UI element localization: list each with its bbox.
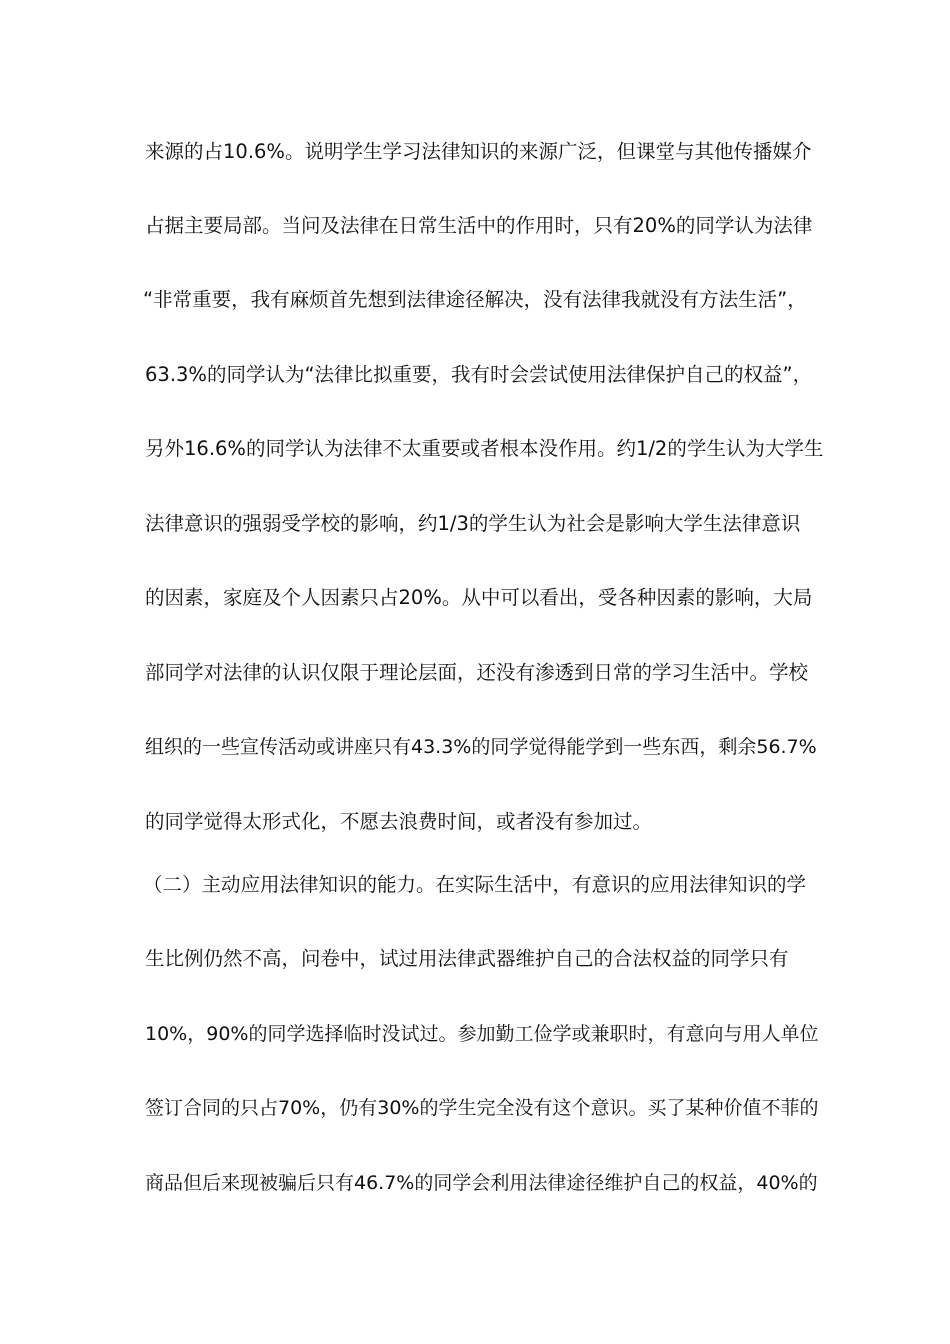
- paragraph-line-12: 生比例仍然不高，问卷中，试过用法律武器维护自己的合法权益的同学只有: [145, 947, 789, 970]
- paragraph-line-2: 占据主要局部。当问及法律在日常生活中的作用时，只有20%的同学认为法律: [145, 214, 813, 237]
- section-heading-line: （二）主动应用法律知识的能力。在实际生活中，有意识的应用法律知识的学: [143, 873, 807, 896]
- paragraph-line-14: 签订合同的只占70%，仍有30%的学生完全没有这个意识。买了某种价值不菲的: [145, 1097, 819, 1119]
- paragraph-line-5: 另外16.6%的同学认为法律不太重要或者根本没作用。约1/2的学生认为大学生: [145, 437, 824, 460]
- paragraph-line-10: 的同学觉得太形式化，不愿去浪费时间，或者没有参加过。: [145, 810, 653, 833]
- paragraph-line-9: 组织的一些宣传活动或讲座只有43.3%的同学觉得能学到一些东西，剩余56.7%: [145, 736, 817, 758]
- paragraph-line-7: 的因素，家庭及个人因素只占20%。从中可以看出，受各种因素的影响，大局: [145, 586, 813, 609]
- paragraph-line-6: 法律意识的强弱受学校的影响，约1/3的学生认为社会是影响大学生法律意识: [145, 512, 801, 535]
- paragraph-line-15: 商品但后来现被骗后只有46.7%的同学会利用法律途径维护自己的权益，40%的: [145, 1172, 818, 1194]
- paragraph-line-4: 63.3%的同学认为“法律比拟重要，我有时会尝试使用法律保护自己的权益”，: [145, 363, 813, 386]
- paragraph-line-8: 部同学对法律的认识仅限于理论层面，还没有渗透到日常的学习生活中。学校: [145, 661, 809, 684]
- paragraph-line-13: 10%，90%的同学选择临时没试过。参加勤工俭学或兼职时，有意向与用人单位: [145, 1023, 819, 1045]
- paragraph-line-1: 来源的占10.6%。说明学生学习法律知识的来源广泛，但课堂与其他传播媒介: [145, 140, 812, 163]
- paragraph-line-3: “非常重要，我有麻烦首先想到法律途径解决，没有法律我就没有方法生活”，: [143, 288, 807, 311]
